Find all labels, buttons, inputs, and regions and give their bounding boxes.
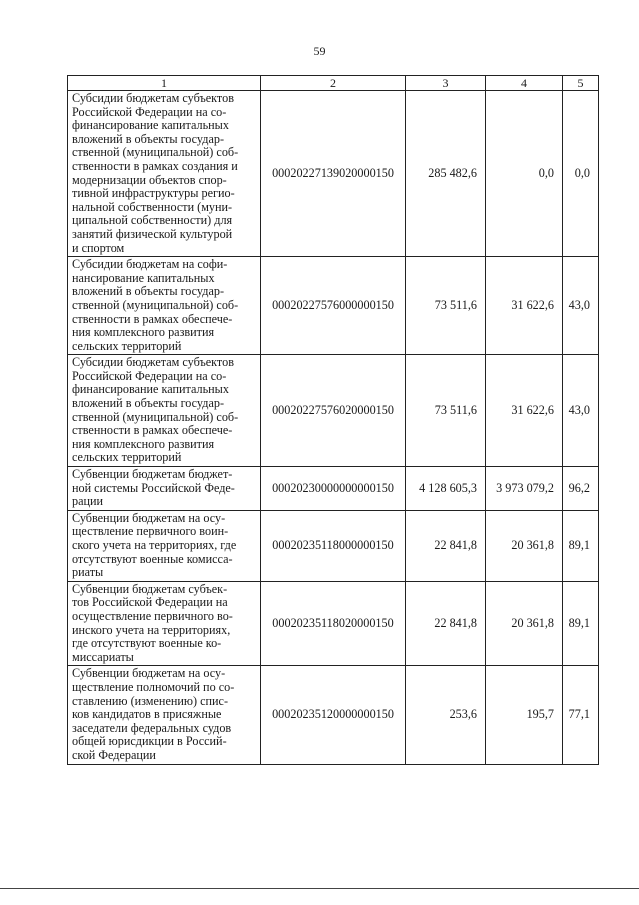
description-line: модернизации объектов спор-	[72, 172, 227, 187]
budget-code: 00020235118020000150	[261, 581, 406, 666]
description-line: Субвенции бюджетам на осу-	[72, 666, 226, 681]
budget-table	[67, 75, 599, 765]
table-row	[68, 581, 599, 666]
value-col5: 43,0	[563, 355, 599, 467]
budget-code: 00020227139020000150	[261, 91, 406, 257]
description-line: Субвенции бюджетам на осу-	[72, 510, 226, 525]
description-line: Российской Федерации на со-	[72, 104, 227, 119]
value-col4: 20 361,8	[486, 510, 563, 581]
page-number: 59	[313, 44, 326, 58]
description-line: финансирование капитальных	[72, 118, 229, 133]
bottom-rule	[0, 888, 639, 889]
table-row	[68, 91, 599, 257]
column-header-4: 4	[486, 76, 563, 91]
description-line: риаты	[72, 565, 104, 580]
description-line: ществление первичного воин-	[72, 524, 229, 539]
column-header-5: 5	[563, 76, 599, 91]
description-line: нальной собственности (муни-	[72, 199, 233, 214]
value-col3: 253,6	[406, 666, 486, 764]
description-line: рации	[72, 494, 104, 509]
table-row	[68, 666, 599, 764]
description-line: ществление полномочий по со-	[72, 679, 235, 694]
row-description	[68, 355, 261, 467]
description-line: ственной (муниципальной) соб-	[72, 297, 239, 312]
table-row	[68, 355, 599, 467]
description-line: сельских территорий	[72, 338, 182, 353]
description-line: общей юрисдикции в Россий-	[72, 734, 227, 749]
budget-code: 00020235120000000150	[261, 666, 406, 764]
value-col3: 22 841,8	[406, 581, 486, 666]
row-description	[68, 666, 261, 764]
description-line: инского учета на территориях,	[72, 622, 231, 637]
row-description	[68, 467, 261, 511]
description-line: ского учета на территориях, где	[72, 538, 237, 552]
description-line: отсутствуют военные комисса-	[72, 551, 233, 566]
description-line: Субвенции бюджетам субъек-	[72, 581, 228, 596]
description-line: ственности в рамках обеспече-	[72, 423, 233, 438]
value-col5: 89,1	[563, 581, 599, 666]
row-description	[68, 581, 261, 666]
value-col4: 31 622,6	[486, 355, 563, 467]
budget-code: 00020230000000000150	[261, 467, 406, 511]
description-line: Субсидии бюджетам на софи-	[72, 257, 228, 272]
description-line: Субвенции бюджетам бюджет-	[72, 467, 233, 482]
row-description	[68, 510, 261, 581]
table-row	[68, 510, 599, 581]
header-row	[68, 76, 599, 91]
row-description	[68, 91, 261, 257]
budget-code: 00020235118000000150	[261, 510, 406, 581]
column-header-1: 1	[68, 76, 261, 91]
description-line: финансирование капитальных	[72, 382, 229, 397]
value-col4: 195,7	[486, 666, 563, 764]
description-line: ской Федерации	[72, 747, 156, 762]
table-row	[68, 467, 599, 511]
description-line: миссариаты	[72, 649, 134, 664]
description-line: Субсидии бюджетам субъектов	[72, 91, 234, 105]
value-col5: 96,2	[563, 467, 599, 511]
description-line: ственности в рамках создания и	[72, 158, 238, 173]
description-line: тивной инфраструктуры регио-	[72, 186, 235, 201]
column-header-2: 2	[261, 76, 406, 91]
value-col4: 20 361,8	[486, 581, 563, 666]
value-col5: 89,1	[563, 510, 599, 581]
description-line: ственности в рамках обеспече-	[72, 311, 233, 326]
value-col3: 22 841,8	[406, 510, 486, 581]
budget-code: 00020227576020000150	[261, 355, 406, 467]
description-line: заседатели федеральных судов	[72, 720, 232, 735]
description-line: где отсутствуют военные ко-	[72, 636, 222, 651]
description-line: ния комплексного развития	[72, 436, 215, 451]
description-line: Субсидии бюджетам субъектов	[72, 355, 234, 370]
description-line: ственной (муниципальной) соб-	[72, 145, 239, 160]
value-col3: 4 128 605,3	[406, 467, 486, 511]
value-col3: 73 511,6	[406, 355, 486, 467]
description-line: вложений в объекты государ-	[72, 396, 225, 411]
value-col4: 3 973 079,2	[486, 467, 563, 511]
row-description	[68, 257, 261, 355]
description-line: вложений в объекты государ-	[72, 284, 225, 299]
value-col5: 0,0	[563, 91, 599, 257]
column-header-3: 3	[406, 76, 486, 91]
table-row	[68, 257, 599, 355]
description-line: ставлению (изменению) спис-	[72, 693, 229, 708]
budget-code: 00020227576000000150	[261, 257, 406, 355]
value-col4: 31 622,6	[486, 257, 563, 355]
description-line: ков кандидатов в присяжные	[72, 707, 222, 722]
description-line: Российской Федерации на со-	[72, 368, 227, 383]
value-col3: 73 511,6	[406, 257, 486, 355]
description-line: нансирование капитальных	[72, 270, 215, 285]
description-line: ния комплексного развития	[72, 325, 215, 340]
description-line: ципальной собственности) для	[72, 213, 233, 228]
description-line: вложений в объекты государ-	[72, 131, 225, 146]
value-col5: 43,0	[563, 257, 599, 355]
description-line: занятий физической культурой	[72, 226, 233, 241]
value-col5: 77,1	[563, 666, 599, 764]
value-col3: 285 482,6	[406, 91, 486, 257]
description-line: и спортом	[72, 240, 125, 255]
value-col4: 0,0	[486, 91, 563, 257]
description-line: осуществление первичного во-	[72, 608, 233, 623]
description-line: сельских территорий	[72, 450, 182, 465]
description-line: тов Российской Федерации на	[72, 595, 228, 610]
description-line: ной системы Российской Феде-	[72, 480, 235, 495]
description-line: ственной (муниципальной) соб-	[72, 409, 239, 424]
